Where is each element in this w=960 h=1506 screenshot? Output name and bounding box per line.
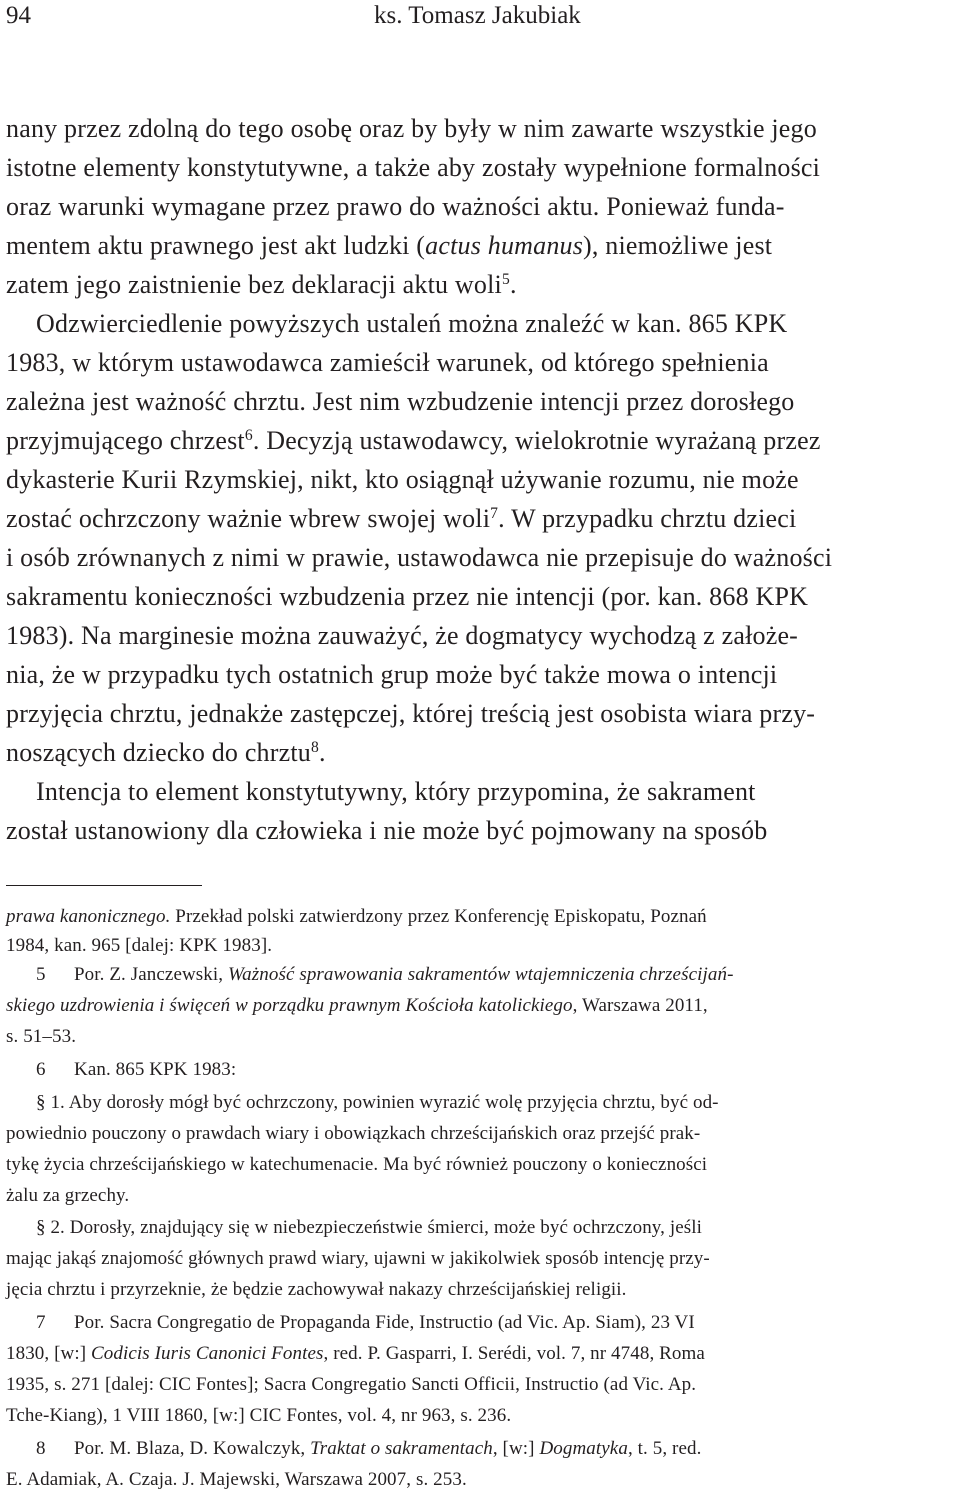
footnote-line: Kan. 865 KPK 1983: (74, 1059, 237, 1080)
footnote-line: jęcia chrztu i przyrzeknie, że będzie zachowywał nakazy chrześcijańskiej religii. (6, 1279, 627, 1300)
footnote-line: Por. Z. Janczewski, Ważność sprawowania sakramentów wtajemniczenia chrześcijań- (74, 964, 734, 985)
footnote-line: E. Adamiak, A. Czaja. J. Majewski, Warszawa 2007, s. 253. (6, 1469, 467, 1490)
body-line: nia, że w przypadku tych ostatnich grup może być także mowa o intencji (6, 660, 778, 689)
footnote-line: 1984, kan. 965 [dalej: KPK 1983]. (6, 935, 273, 956)
footnote-line: skiego uzdrowienia i święceń w porządku prawnym Kościoła katolickiego, Warszawa 2011, (6, 995, 708, 1016)
footnote-line: Por. M. Blaza, D. Kowalczyk, Traktat o sakramentach, [w:] Dogmatyka, t. 5, red. (74, 1438, 702, 1459)
footnote-number-8: 8 (36, 1438, 46, 1459)
latin-term: actus humanus (425, 231, 584, 260)
body-line: dykasterie Kurii Rzymskiej, nikt, kto osiągnął używanie rozumu, nie może (6, 465, 799, 494)
body-line: sakramentu konieczności wzbudzenia przez nie intencji (por. kan. 868 KPK (6, 582, 809, 611)
body-line: i osób zrównanych z nimi w prawie, ustawodawca nie przepisuje do ważności (6, 543, 833, 572)
footnote-ref-6: 6 (244, 426, 253, 444)
footnote-ref-5: 5 (501, 270, 510, 288)
footnote-ref-7: 7 (490, 504, 499, 522)
footnote-ref-8: 8 (310, 738, 319, 756)
footnote-line: prawa kanonicznego. Przekład polski zatwierdzony przez Konferencję Episkopatu, Poznań (6, 906, 707, 927)
body-line: zależna jest ważność chrztu. Jest nim wzbudzenie intencji przez dorosłego (6, 387, 795, 416)
body-line: Odzwierciedlenie powyższych ustaleń można znaleźć w kan. 865 KPK (36, 309, 788, 338)
body-line: istotne elementy konstytutywne, a także aby zostały wypełnione formalności (6, 153, 821, 182)
body-line: został ustanowiony dla człowieka i nie może być pojmowany na sposób (6, 816, 768, 845)
footnote-number-5: 5 (36, 964, 46, 985)
body-line: mentem aktu prawnego jest akt ludzki (actus humanus), niemożliwe jest (6, 231, 773, 260)
body-line: 1983, w którym ustawodawca zamieścił warunek, od którego spełnienia (6, 348, 769, 377)
footnote-line: s. 51–53. (6, 1026, 77, 1047)
footnote-number-6: 6 (36, 1059, 46, 1080)
body-line: nany przez zdolną do tego osobę oraz by były w nim zawarte wszystkie jego (6, 114, 817, 143)
running-head: ks. Tomasz Jakubiak (374, 2, 581, 29)
body-line: przyjęcia chrztu, jednakże zastępczej, której treścią jest osobista wiara przy- (6, 699, 816, 728)
footnote-line: żalu za grzechy. (6, 1185, 130, 1206)
body-line: oraz warunki wymagane przez prawo do ważności aktu. Ponieważ funda- (6, 192, 785, 221)
body-line: 1983). Na marginesie można zauważyć, że dogmatycy wychodzą z założe- (6, 621, 799, 650)
footnote-line: Por. Sacra Congregatio de Propaganda Fide, Instructio (ad Vic. Ap. Siam), 23 VI (74, 1312, 695, 1333)
footnote-line: Tche-Kiang), 1 VIII 1860, [w:] CIC Fontes, vol. 4, nr 963, s. 236. (6, 1405, 512, 1426)
footnote-line: powiednio pouczony o prawdach wiary i obowiązkach chrześcijańskich oraz przejść prak- (6, 1123, 701, 1144)
footnote-line: tykę życia chrześcijańskiego w katechumenacie. Ma być również pouczony o konieczności (6, 1154, 708, 1175)
footnote-line: 1830, [w:] Codicis Iuris Canonici Fontes, red. P. Gasparri, I. Serédi, vol. 7, nr 4748, Roma (6, 1343, 705, 1364)
body-line: Intencja to element konstytutywny, który przypomina, że sakrament (36, 777, 756, 806)
body-line: zatem jego zaistnienie bez deklaracji aktu woli$^5$. (6, 270, 517, 299)
body-line: noszących dziecko do chrztu$^8$. (6, 738, 326, 767)
footnote-line: 1935, s. 271 [dalej: CIC Fontes]; Sacra Congregatio Sancti Officii, Instructio (ad Vic. Ap. (6, 1374, 697, 1395)
footnote-line: § 2. Dorosły, znajdujący się w niebezpieczeństwie śmierci, może być ochrzczony, jeśli (36, 1217, 703, 1238)
footnote-number-7: 7 (36, 1312, 46, 1333)
body-line: zostać ochrzczony ważnie wbrew swojej woli$^7$. W przypadku chrztu dzieci (6, 504, 797, 533)
page-number: 94 (6, 2, 31, 29)
footnote-line: mając jakąś znajomość głównych prawd wiary, ujawni w jakikolwiek sposób intencję przy- (6, 1248, 710, 1269)
footnote-line: § 1. Aby dorosły mógł być ochrzczony, powinien wyrazić wolę przyjęcia chrztu, być od- (36, 1092, 719, 1113)
body-line: przyjmującego chrzest$^6$. Decyzją ustawodawcy, wielokrotnie wyrażaną przez (6, 426, 821, 455)
footnote-separator (6, 885, 202, 886)
